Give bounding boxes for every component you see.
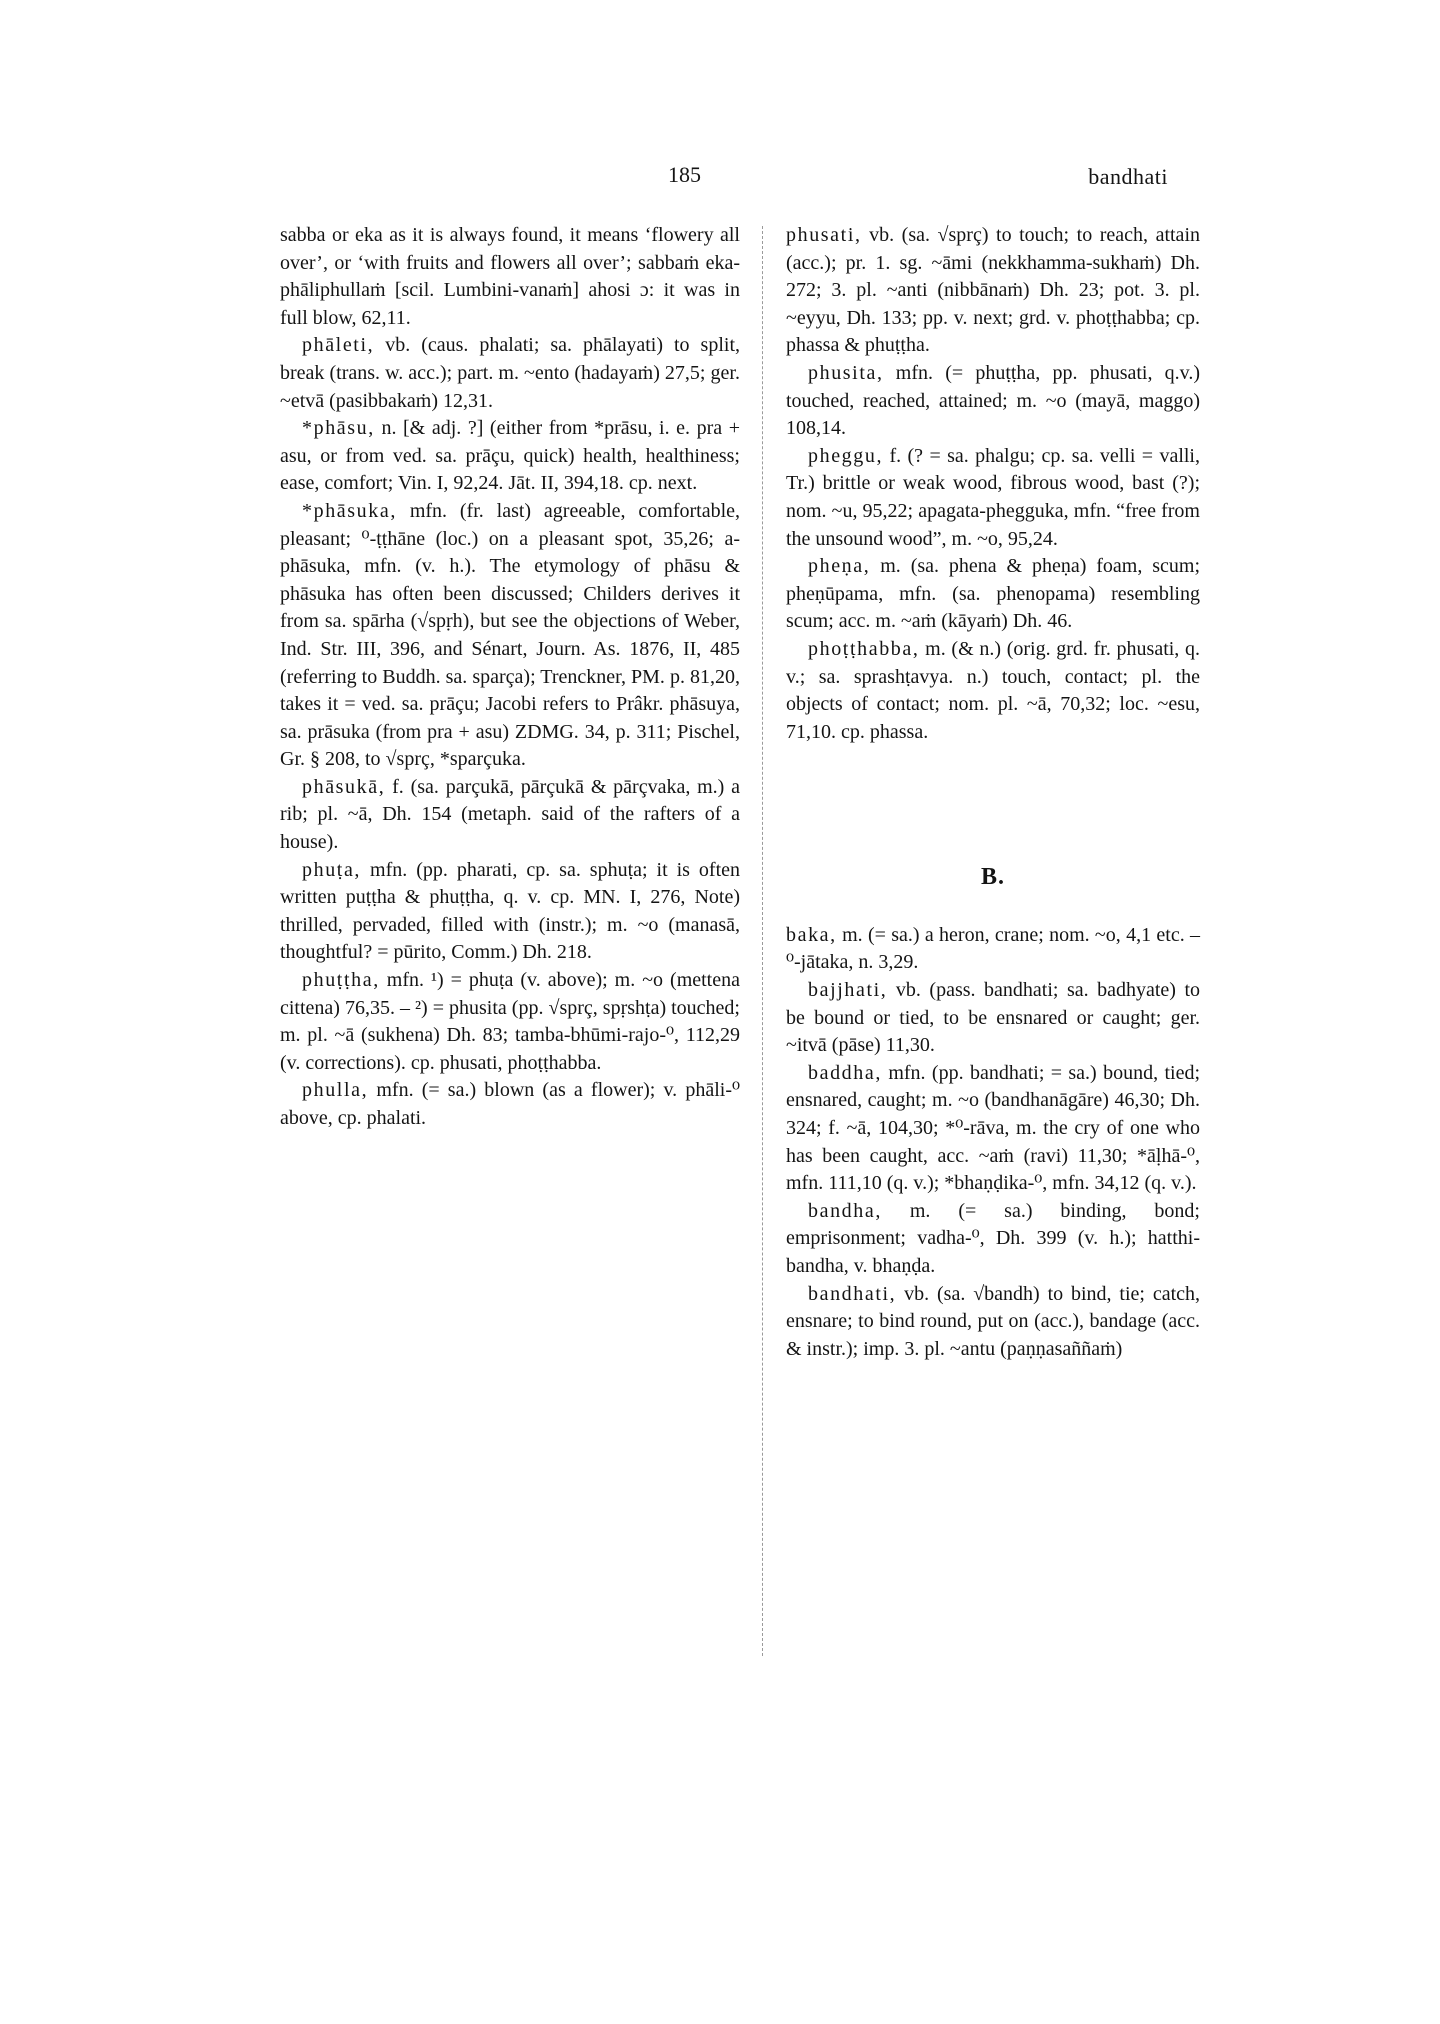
entry-text: vb. (sa. √bandh) to bind, tie; catch, ensnare; to bind round, put on (acc.), bandage (acc. & instr.); imp. 3. pl. ~antu (paṇṇasaññaṁ) (786, 1282, 1201, 1360)
entry-text: vb. (pass. bandhati; sa. badhyate) to be bound or tied, to be ensnared or caught; ger. ~itvā (pāse) 11,30. (786, 979, 1201, 1057)
dictionary-entry (280, 332, 740, 415)
entry-text: sabba or eka as it is always found, it means ‘flowery all over’, or ‘with fruits and flowers all over’; sabbaṁ eka-phāliphullaṁ [scil. Lumbini-vanaṁ] ahosi ɔ: it was in full blow, 62,11. (280, 224, 740, 329)
entry-headword: pheṇa, (808, 555, 871, 578)
entry-headword: phusita, (808, 361, 884, 384)
entry-headword: phusati, (786, 224, 862, 246)
entry-text: vb. (sa. √sprç) to touch; to reach, attain (acc.); pr. 1. sg. ~āmi (nekkhamma-sukhaṁ) Dh. 272; 3. pl. ~anti (nibbānaṁ) Dh. 23; pot. 3. pl. ~eyyu, Dh. 133; pp. v. next; grd. v. phoṭṭhabba; cp. phassa & phuṭṭha. (786, 224, 1200, 357)
entry-text: m. (& n.) (orig. grd. fr. phusati, q. v.; sa. sprashṭavya. n.) touch, contact; pl. the objects of contact; nom. pl. ~ā, 70,32; loc. ~esu, 71,10. cp. phassa. (786, 637, 1200, 743)
dictionary-entry (280, 498, 740, 774)
dictionary-entry (280, 1077, 740, 1132)
entry-headword: bajjhati, (808, 979, 888, 1002)
left-column (280, 222, 740, 1133)
entry-headword: phāleti, (302, 334, 375, 357)
entry-headword: phāsukā, (302, 775, 386, 798)
entry-text: mfn. (fr. last) agreeable, comfortable, pleasant; ⁰-ṭṭhāne (loc.) on a pleasant spot, 35,26; a-phāsuka, mfn. (v. h.). The etymology of phāsu & phāsuka has often been discussed; Childers derives it from sa. spārha (√spṛh), but see the objections of Weber, Ind. Str. III, 396, and Sénart, Journ. As. 1876, II, 485 (referring to Buddh. sa. sparça); Trenckner, PM. p. 81,20, takes it = ved. sa. prāçu; Jacobi refers to Prâkr. phāsuya, sa. prāsuka (from pra + asu) ZDMG. 34, p. 311; Pischel, Gr. § 208, to √sprç, *sparçuka. (280, 499, 741, 771)
dictionary-entry (786, 922, 1200, 977)
entry-text: m. (= sa.) binding, bond; emprisonment; vadha-⁰, Dh. 399 (v. h.); hatthi-bandha, v. bhaṇḍa. (786, 1199, 1200, 1277)
running-head: bandhati (1088, 164, 1168, 189)
dictionary-entry (280, 222, 740, 332)
entry-text: mfn. (pp. pharati, cp. sa. sphuṭa; it is often written puṭṭha & phuṭṭha, q. v. cp. MN. I, 276, Note) thrilled, pervaded, filled with (instr.); m. ~o (manasā, thoughtful? = pūrito, Comm.) Dh. 218. (280, 858, 740, 964)
entry-headword: *phāsu, (302, 417, 375, 440)
entry-headword: baka, (786, 923, 837, 946)
entry-text: n. [& adj. ?] (either from *prāsu, i. e. pra + asu, or from ved. sa. prāçu, quick) health, healthiness; ease, comfort; Vin. I, 92,24. Jāt. II, 394,18. cp. next. (280, 417, 740, 495)
entry-text: m. (sa. phena & pheṇa) foam, scum; pheṇūpama, mfn. (sa. phenopama) resembling scum; acc. m. ~aṁ (kāyaṁ) Dh. 46. (786, 555, 1201, 633)
dictionary-entry (280, 857, 740, 967)
column-divider (762, 226, 763, 1656)
entry-text: mfn. ¹) = phuṭa (v. above); m. ~o (mettena cittena) 76,35. – ²) = phusita (pp. √sprç, spṛshṭa) touched; m. pl. ~ā (sukhena) Dh. 83; tamba-bhūmi-rajo-⁰, 112,29 (v. corrections). cp. phusati, phoṭṭhabba. (280, 969, 740, 1074)
entry-headword: pheggu, (808, 444, 884, 467)
entry-text: mfn. (= sa.) blown (as a flower); v. phāli-⁰ above, cp. phalati. (280, 1079, 740, 1129)
dictionary-entry (786, 553, 1200, 636)
entry-text: mfn. (= phuṭṭha, pp. phusati, q.v.) touched, reached, attained; m. ~o (mayā, maggo) 108,14. (786, 361, 1201, 440)
entry-headword: phuṭa, (302, 858, 362, 881)
dictionary-entry (280, 774, 740, 857)
dictionary-entry (280, 415, 740, 498)
entry-headword: bandha, (808, 1199, 882, 1222)
entry-headword: phulla, (302, 1079, 369, 1102)
dictionary-entry (786, 977, 1200, 1060)
entry-text: m. (= sa.) a heron, crane; nom. ~o, 4,1 etc. – ⁰-jātaka, n. 3,29. (786, 923, 1201, 974)
dictionary-entry (786, 1281, 1200, 1364)
dictionary-entry (786, 360, 1200, 443)
page-number: 185 (668, 162, 701, 187)
entry-text: f. (sa. parçukā, pārçukā & pārçvaka, m.) a rib; pl. ~ā, Dh. 154 (metaph. said of the rafters of a house). (280, 775, 741, 854)
dictionary-entry (786, 222, 1200, 360)
dictionary-entry (786, 443, 1200, 553)
entry-headword: bandhati, (808, 1282, 897, 1305)
entry-text: vb. (caus. phalati; sa. phālayati) to split, break (trans. w. acc.); part. m. ~ento (hadayaṁ) 27,5; ger. ~etvā (pasibbakaṁ) 12,31. (280, 334, 741, 412)
dictionary-entry (280, 967, 740, 1077)
entry-headword: baddha, (808, 1061, 882, 1084)
dictionary-entry (786, 636, 1200, 746)
right-column (786, 222, 1200, 1363)
dictionary-entry (786, 1060, 1200, 1198)
entry-text: mfn. (pp. bandhati; = sa.) bound, tied; ensnared, caught; m. ~o (bandhanāgāre) 46,30; Dh. 324; f. ~ā, 104,30; *⁰-rāva, m. the cry of one who has been caught, acc. ~aṁ (ravi) 11,30; *āḷhā-⁰, mfn. 111,10 (q. v.); *bhaṇḍika-⁰, mfn. 34,12 (q. v.). (786, 1061, 1201, 1195)
section-heading: B. (980, 864, 1005, 891)
dictionary-entry (786, 1198, 1200, 1281)
entry-headword: phoṭṭhabba, (808, 637, 920, 660)
entry-text: f. (? = sa. phalgu; cp. sa. velli = valli, Tr.) brittle or weak wood, fibrous wood, bast (?); nom. ~u, 95,22; apagata-phegguka, mfn. “free from the unsound wood”, m. ~o, 95,24. (786, 444, 1200, 550)
entry-headword: *phāsuka, (302, 499, 397, 522)
entry-headword: phuṭṭha, (302, 969, 380, 992)
